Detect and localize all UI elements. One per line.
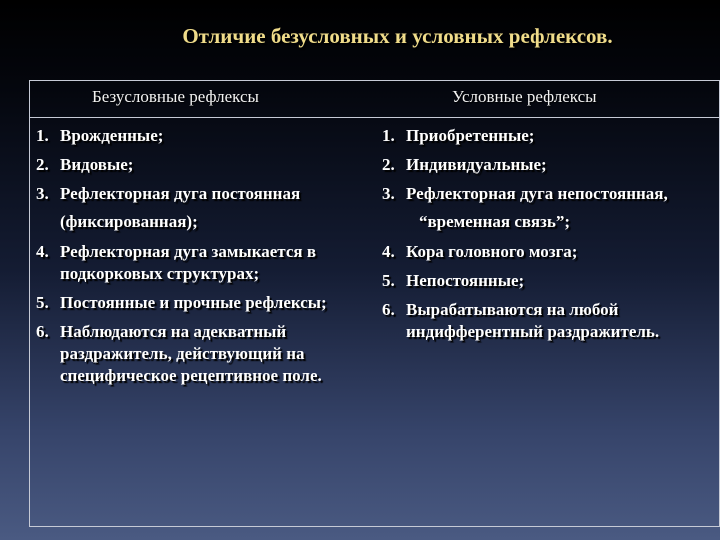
list-item (36, 183, 371, 205)
list-item (382, 154, 712, 176)
item-text: Рефлекторная дуга постоянная (60, 184, 301, 203)
item-text: Вырабатываются на любой индифферентный раздражитель. (406, 300, 660, 341)
item-number: 2. (382, 155, 395, 174)
comparison-table (29, 80, 720, 527)
list-item (36, 125, 371, 147)
list-item (382, 125, 712, 147)
item-text: Врожденные; (60, 126, 164, 145)
header-conditioned: Условные рефлексы (452, 87, 597, 106)
item-text: Рефлекторная дуга замыкается в подкорковых структурах; (60, 242, 317, 283)
item-text: Приобретенные; (406, 126, 535, 145)
conditioned-reflexes-list (382, 125, 712, 350)
item-number: 2. (36, 155, 49, 174)
item-text: (фиксированная); (60, 212, 198, 231)
item-number: 1. (36, 126, 49, 145)
unconditioned-reflexes-list (36, 125, 371, 394)
list-item-continuation (36, 211, 371, 233)
item-text: Рефлекторная дуга непостоянная, (406, 184, 668, 203)
item-text: Видовые; (60, 155, 134, 174)
item-text: “временная связь”; (419, 212, 571, 231)
list-item (382, 183, 712, 205)
item-text: Непостоянные; (406, 271, 525, 290)
item-number: 3. (382, 184, 395, 203)
item-number: 1. (382, 126, 395, 145)
item-number: 5. (36, 293, 49, 312)
item-text: Наблюдаются на адекватный раздражитель, действующий на специфическое рецептивное поле. (60, 322, 322, 385)
item-number: 6. (36, 322, 49, 341)
list-item (36, 292, 371, 314)
list-item (36, 241, 371, 285)
list-item (382, 241, 712, 263)
item-number: 4. (36, 242, 49, 261)
list-item (382, 270, 712, 292)
header-unconditioned: Безусловные рефлексы (92, 87, 259, 106)
list-item (36, 154, 371, 176)
slide-title: Отличие безусловных и условных рефлексов. (182, 24, 613, 48)
item-number: 3. (36, 184, 49, 203)
table-header-row (30, 81, 719, 118)
item-number: 6. (382, 300, 395, 319)
list-item (382, 299, 712, 343)
item-number: 4. (382, 242, 395, 261)
list-item (36, 321, 371, 387)
item-text: Кора головного мозга; (406, 242, 578, 261)
item-number: 5. (382, 271, 395, 290)
list-item-continuation (382, 211, 712, 233)
item-text: Индивидуальные; (406, 155, 547, 174)
item-text: Постоянные и прочные рефлексы; (60, 293, 327, 312)
